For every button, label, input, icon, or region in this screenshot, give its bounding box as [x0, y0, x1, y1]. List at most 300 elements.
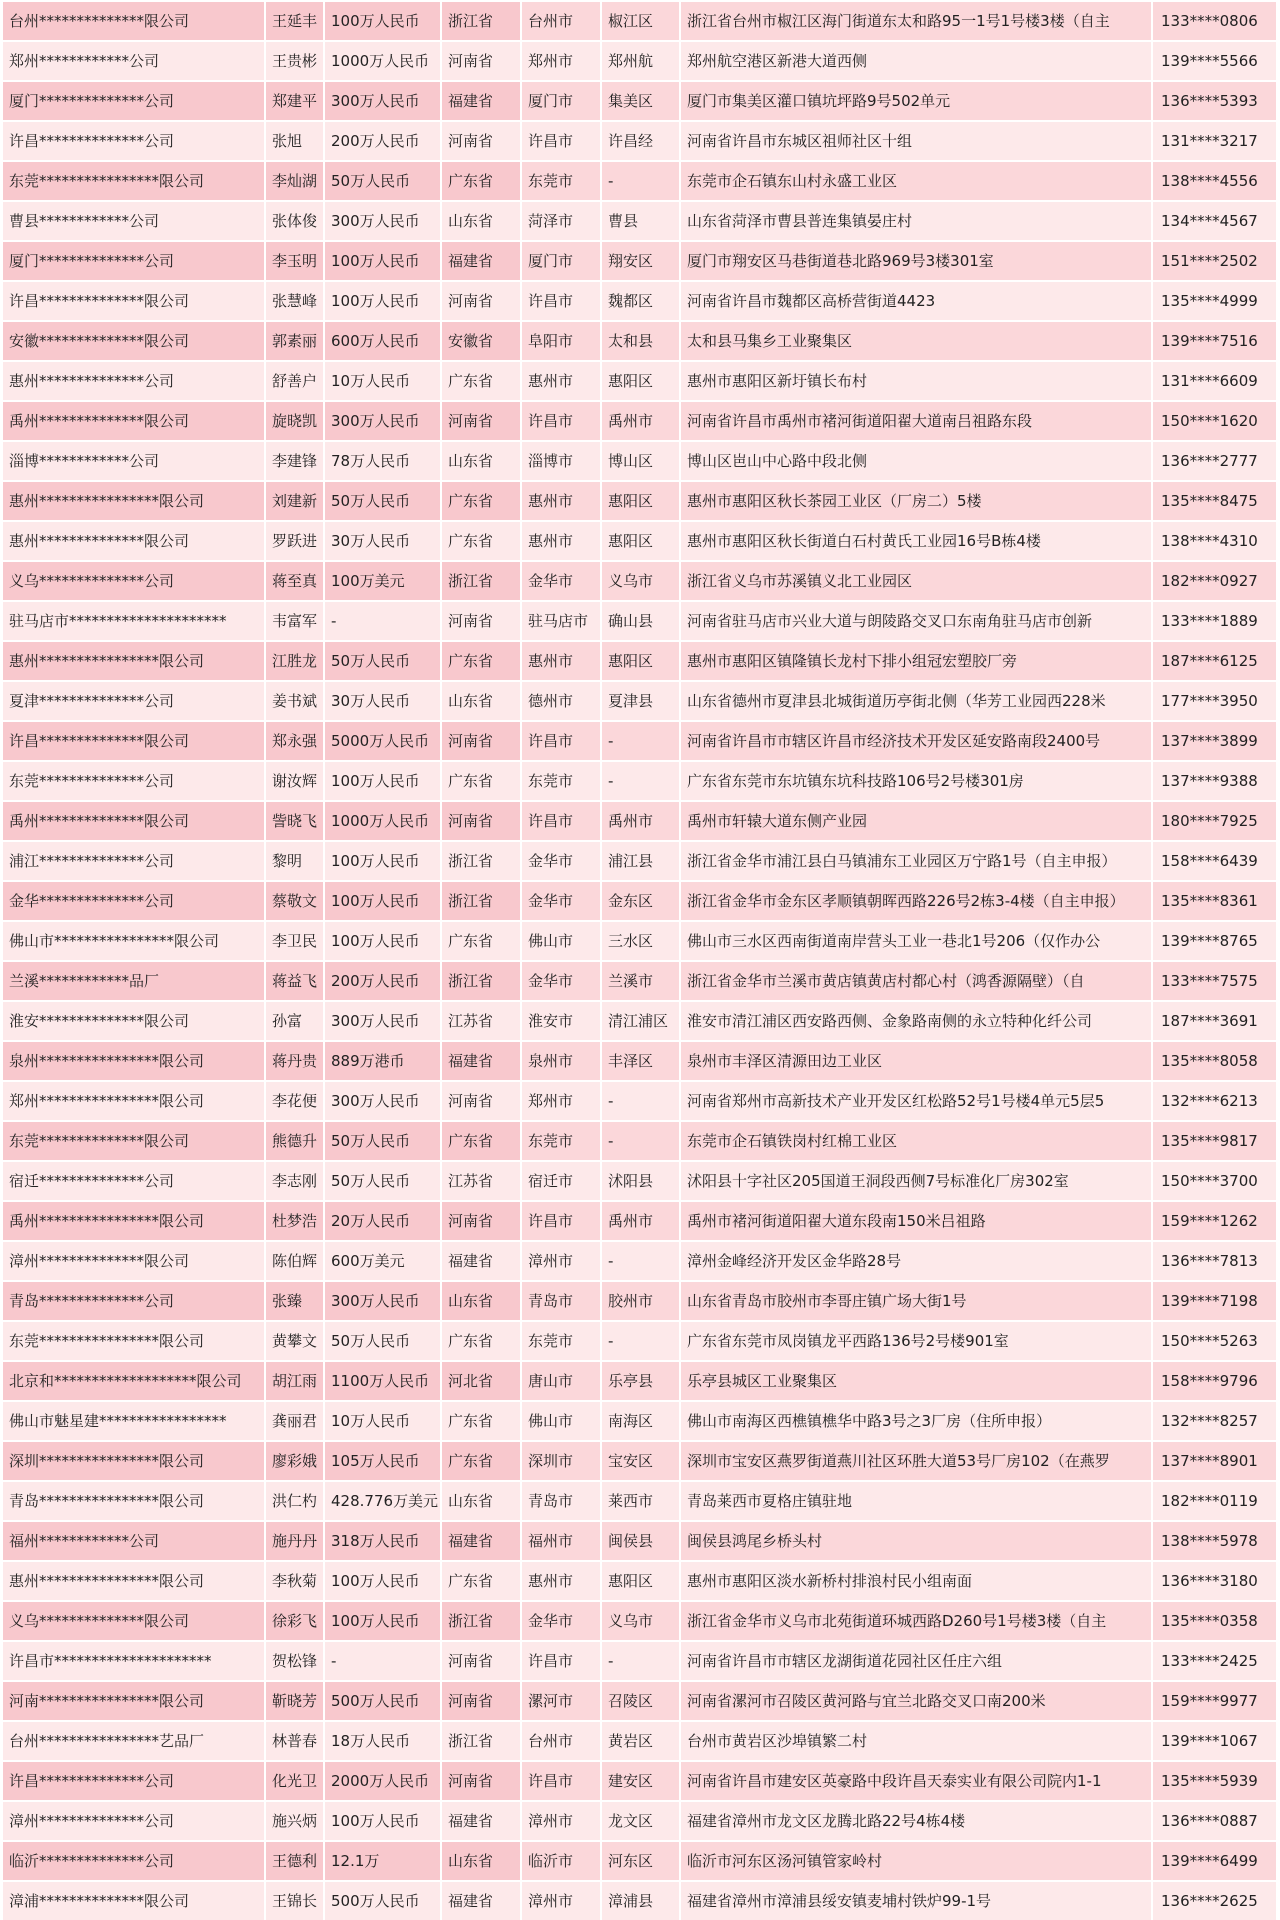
province-cell: 山东省: [442, 1282, 522, 1322]
company-name-cell: 许昌市*********************: [3, 1642, 266, 1682]
city-cell: 金华市: [522, 882, 602, 922]
table-row: [3, 1362, 1278, 1402]
legal-representative-cell: 旋晓凯: [266, 402, 325, 442]
address-cell: 东莞市企石镇东山村永盛工业区: [681, 162, 1153, 202]
company-name-cell: 禹州**************限公司: [3, 802, 266, 842]
company-name-cell: 金华**************公司: [3, 882, 266, 922]
registered-capital-cell: 300万人民币: [325, 202, 442, 242]
legal-representative-cell: 张慧峰: [266, 282, 325, 322]
legal-representative-cell: 李卫民: [266, 922, 325, 962]
address-cell: 浙江省义乌市苏溪镇义北工业园区: [681, 562, 1153, 602]
table-row: [3, 402, 1278, 442]
registered-capital-cell: 100万美元: [325, 562, 442, 602]
table-row: [3, 482, 1278, 522]
city-cell: 深圳市: [522, 1442, 602, 1482]
registered-capital-cell: 428.776万美元: [325, 1482, 442, 1522]
province-cell: 广东省: [442, 1122, 522, 1162]
phone-cell: 137****3899: [1153, 722, 1278, 762]
phone-cell: 134****4567: [1153, 202, 1278, 242]
registered-capital-cell: 100万人民币: [325, 842, 442, 882]
city-cell: 菏泽市: [522, 202, 602, 242]
registered-capital-cell: 100万人民币: [325, 1562, 442, 1602]
province-cell: 浙江省: [442, 2, 522, 42]
district-cell: 浦江县: [602, 842, 681, 882]
address-cell: 河南省许昌市东城区祖师社区十组: [681, 122, 1153, 162]
address-cell: 佛山市三水区西南街道南岸营头工业一巷北1号206（仅作办公: [681, 922, 1153, 962]
district-cell: 兰溪市: [602, 962, 681, 1002]
district-cell: 确山县: [602, 602, 681, 642]
city-cell: 许昌市: [522, 122, 602, 162]
legal-representative-cell: 黄攀文: [266, 1322, 325, 1362]
phone-cell: 133****7575: [1153, 962, 1278, 1002]
province-cell: 广东省: [442, 482, 522, 522]
phone-cell: 177****3950: [1153, 682, 1278, 722]
phone-cell: 133****1889: [1153, 602, 1278, 642]
province-cell: 浙江省: [442, 882, 522, 922]
province-cell: 山东省: [442, 1842, 522, 1882]
legal-representative-cell: 江胜龙: [266, 642, 325, 682]
company-name-cell: 东莞**************公司: [3, 762, 266, 802]
registered-capital-cell: 30万人民币: [325, 522, 442, 562]
registered-capital-cell: 300万人民币: [325, 82, 442, 122]
district-cell: 南海区: [602, 1402, 681, 1442]
company-name-cell: 惠州****************限公司: [3, 482, 266, 522]
table-row: [3, 1642, 1278, 1682]
district-cell: 乐亭县: [602, 1362, 681, 1402]
phone-cell: 139****1067: [1153, 1722, 1278, 1762]
city-cell: 许昌市: [522, 1202, 602, 1242]
table-row: [3, 1242, 1278, 1282]
company-name-cell: 淄博************公司: [3, 442, 266, 482]
registered-capital-cell: 50万人民币: [325, 1162, 442, 1202]
address-cell: 山东省德州市夏津县北城街道历亭街北侧（华芳工业园西228米: [681, 682, 1153, 722]
table-row: [3, 1602, 1278, 1642]
company-name-cell: 台州**************限公司: [3, 2, 266, 42]
district-cell: -: [602, 1642, 681, 1682]
address-cell: 广东省东莞市凤岗镇龙平西路136号2号楼901室: [681, 1322, 1153, 1362]
address-cell: 广东省东莞市东坑镇东坑科技路106号2号楼301房: [681, 762, 1153, 802]
company-name-cell: 禹州**************限公司: [3, 402, 266, 442]
legal-representative-cell: 王贵彬: [266, 42, 325, 82]
phone-cell: 158****9796: [1153, 1362, 1278, 1402]
table-row: [3, 322, 1278, 362]
address-cell: 佛山市南海区西樵镇樵华中路3号之3厂房（住所申报）: [681, 1402, 1153, 1442]
legal-representative-cell: 李玉明: [266, 242, 325, 282]
address-cell: 厦门市集美区灌口镇坑坪路9号502单元: [681, 82, 1153, 122]
legal-representative-cell: 姜书斌: [266, 682, 325, 722]
district-cell: 惠阳区: [602, 522, 681, 562]
legal-representative-cell: 杜梦浩: [266, 1202, 325, 1242]
district-cell: 黄岩区: [602, 1722, 681, 1762]
city-cell: 阜阳市: [522, 322, 602, 362]
phone-cell: 159****1262: [1153, 1202, 1278, 1242]
address-cell: 淮安市清江浦区西安路西侧、金象路南侧的永立特种化纤公司: [681, 1002, 1153, 1042]
table-row: [3, 1522, 1278, 1562]
address-cell: 惠州市惠阳区镇隆镇长龙村下排小组冠宏塑胶厂旁: [681, 642, 1153, 682]
phone-cell: 135****5939: [1153, 1762, 1278, 1802]
province-cell: 山东省: [442, 1482, 522, 1522]
address-cell: 河南省漯河市召陵区黄河路与宜兰北路交叉口南200米: [681, 1682, 1153, 1722]
registered-capital-cell: 300万人民币: [325, 1002, 442, 1042]
phone-cell: 139****6499: [1153, 1842, 1278, 1882]
registered-capital-cell: 5000万人民币: [325, 722, 442, 762]
table-row: [3, 1482, 1278, 1522]
company-name-cell: 东莞****************限公司: [3, 162, 266, 202]
registered-capital-cell: 30万人民币: [325, 682, 442, 722]
registered-capital-cell: 50万人民币: [325, 162, 442, 202]
district-cell: -: [602, 1122, 681, 1162]
registered-capital-cell: 600万人民币: [325, 322, 442, 362]
registered-capital-cell: 1100万人民币: [325, 1362, 442, 1402]
legal-representative-cell: 李秋菊: [266, 1562, 325, 1602]
address-cell: 河南省许昌市市辖区龙湖街道花园社区任庄六组: [681, 1642, 1153, 1682]
company-name-cell: 宿迁**************公司: [3, 1162, 266, 1202]
province-cell: 浙江省: [442, 1722, 522, 1762]
registered-capital-cell: 20万人民币: [325, 1202, 442, 1242]
table-row: [3, 1322, 1278, 1362]
address-cell: 惠州市惠阳区秋长茶园工业区（厂房二）5楼: [681, 482, 1153, 522]
phone-cell: 138****4556: [1153, 162, 1278, 202]
table-row: [3, 682, 1278, 722]
city-cell: 许昌市: [522, 282, 602, 322]
phone-cell: 136****3180: [1153, 1562, 1278, 1602]
registered-capital-cell: 50万人民币: [325, 1322, 442, 1362]
company-name-cell: 义乌**************公司: [3, 562, 266, 602]
city-cell: 金华市: [522, 962, 602, 1002]
company-name-cell: 驻马店市*********************: [3, 602, 266, 642]
district-cell: -: [602, 762, 681, 802]
table-row: [3, 922, 1278, 962]
registered-capital-cell: 2000万人民币: [325, 1762, 442, 1802]
company-name-cell: 北京和*******************限公司: [3, 1362, 266, 1402]
legal-representative-cell: 郑永强: [266, 722, 325, 762]
district-cell: 河东区: [602, 1842, 681, 1882]
phone-cell: 136****7813: [1153, 1242, 1278, 1282]
district-cell: 魏都区: [602, 282, 681, 322]
company-name-cell: 厦门**************公司: [3, 82, 266, 122]
registered-capital-cell: 300万人民币: [325, 402, 442, 442]
province-cell: 山东省: [442, 682, 522, 722]
city-cell: 佛山市: [522, 1402, 602, 1442]
address-cell: 河南省郑州市高新技术产业开发区红松路52号1号楼4单元5层5: [681, 1082, 1153, 1122]
district-cell: 集美区: [602, 82, 681, 122]
district-cell: 莱西市: [602, 1482, 681, 1522]
district-cell: 惠阳区: [602, 362, 681, 402]
company-name-cell: 河南****************限公司: [3, 1682, 266, 1722]
company-name-cell: 台州****************艺品厂: [3, 1722, 266, 1762]
province-cell: 广东省: [442, 1562, 522, 1602]
table-row: [3, 1722, 1278, 1762]
table-row: [3, 282, 1278, 322]
district-cell: 建安区: [602, 1762, 681, 1802]
address-cell: 河南省许昌市魏都区高桥营街道4423: [681, 282, 1153, 322]
district-cell: -: [602, 1082, 681, 1122]
legal-representative-cell: 李灿湖: [266, 162, 325, 202]
province-cell: 河北省: [442, 1362, 522, 1402]
city-cell: 漳州市: [522, 1242, 602, 1282]
legal-representative-cell: 王德利: [266, 1842, 325, 1882]
legal-representative-cell: 贺松锋: [266, 1642, 325, 1682]
phone-cell: 138****5978: [1153, 1522, 1278, 1562]
city-cell: 郑州市: [522, 42, 602, 82]
table-row: [3, 1682, 1278, 1722]
company-name-cell: 青岛****************限公司: [3, 1482, 266, 1522]
district-cell: 椒江区: [602, 2, 681, 42]
registered-capital-cell: 10万人民币: [325, 362, 442, 402]
registered-capital-cell: 10万人民币: [325, 1402, 442, 1442]
legal-representative-cell: 谢汝辉: [266, 762, 325, 802]
legal-representative-cell: 洪仁杓: [266, 1482, 325, 1522]
city-cell: 金华市: [522, 842, 602, 882]
legal-representative-cell: 蔡敬文: [266, 882, 325, 922]
address-cell: 乐亭县城区工业聚集区: [681, 1362, 1153, 1402]
company-name-cell: 兰溪************品厂: [3, 962, 266, 1002]
address-cell: 沭阳县十字社区205国道王洞段西侧7号标准化厂房302室: [681, 1162, 1153, 1202]
city-cell: 漳州市: [522, 1882, 602, 1920]
phone-cell: 180****7925: [1153, 802, 1278, 842]
table-row: [3, 1882, 1278, 1920]
table-row: [3, 602, 1278, 642]
phone-cell: 187****6125: [1153, 642, 1278, 682]
registered-capital-cell: 50万人民币: [325, 482, 442, 522]
address-cell: 临沂市河东区汤河镇管家岭村: [681, 1842, 1153, 1882]
district-cell: -: [602, 1322, 681, 1362]
table-row: [3, 802, 1278, 842]
province-cell: 河南省: [442, 1082, 522, 1122]
legal-representative-cell: 蒋丹贵: [266, 1042, 325, 1082]
city-cell: 许昌市: [522, 802, 602, 842]
province-cell: 河南省: [442, 722, 522, 762]
company-name-cell: 漳州**************限公司: [3, 1242, 266, 1282]
district-cell: 禹州市: [602, 802, 681, 842]
table-row: [3, 1122, 1278, 1162]
district-cell: 博山区: [602, 442, 681, 482]
legal-representative-cell: 张体俊: [266, 202, 325, 242]
legal-representative-cell: 郑建平: [266, 82, 325, 122]
registered-capital-cell: 318万人民币: [325, 1522, 442, 1562]
phone-cell: 182****0119: [1153, 1482, 1278, 1522]
company-name-cell: 安徽**************限公司: [3, 322, 266, 362]
address-cell: 郑州航空港区新港大道西侧: [681, 42, 1153, 82]
company-name-cell: 厦门**************公司: [3, 242, 266, 282]
company-name-cell: 惠州****************限公司: [3, 642, 266, 682]
city-cell: 福州市: [522, 1522, 602, 1562]
company-name-cell: 佛山市****************限公司: [3, 922, 266, 962]
district-cell: 曹县: [602, 202, 681, 242]
address-cell: 台州市黄岩区沙埠镇繁二村: [681, 1722, 1153, 1762]
city-cell: 惠州市: [522, 642, 602, 682]
phone-cell: 138****4310: [1153, 522, 1278, 562]
city-cell: 惠州市: [522, 362, 602, 402]
legal-representative-cell: 孙富: [266, 1002, 325, 1042]
city-cell: 惠州市: [522, 482, 602, 522]
company-name-cell: 漳浦**************限公司: [3, 1882, 266, 1920]
address-cell: 山东省菏泽市曹县普连集镇晏庄村: [681, 202, 1153, 242]
legal-representative-cell: 施兴炳: [266, 1802, 325, 1842]
city-cell: 郑州市: [522, 1082, 602, 1122]
province-cell: 山东省: [442, 202, 522, 242]
district-cell: -: [602, 1242, 681, 1282]
table-row: [3, 722, 1278, 762]
phone-cell: 136****2625: [1153, 1882, 1278, 1920]
legal-representative-cell: 胡江雨: [266, 1362, 325, 1402]
company-name-cell: 青岛**************公司: [3, 1282, 266, 1322]
phone-cell: 135****4999: [1153, 282, 1278, 322]
district-cell: 夏津县: [602, 682, 681, 722]
province-cell: 福建省: [442, 1242, 522, 1282]
address-cell: 闽侯县鸿尾乡桥头村: [681, 1522, 1153, 1562]
province-cell: 江苏省: [442, 1162, 522, 1202]
registered-capital-cell: 100万人民币: [325, 242, 442, 282]
phone-cell: 139****7516: [1153, 322, 1278, 362]
city-cell: 漯河市: [522, 1682, 602, 1722]
phone-cell: 187****3691: [1153, 1002, 1278, 1042]
province-cell: 福建省: [442, 1522, 522, 1562]
address-cell: 浙江省金华市兰溪市黄店镇黄店村都心村（鸿香源隔壁）（自: [681, 962, 1153, 1002]
registered-capital-cell: 100万人民币: [325, 1802, 442, 1842]
table-body: [3, 2, 1278, 1920]
province-cell: 河南省: [442, 602, 522, 642]
registered-capital-cell: -: [325, 1642, 442, 1682]
registered-capital-cell: 100万人民币: [325, 762, 442, 802]
legal-representative-cell: 王锦长: [266, 1882, 325, 1920]
province-cell: 山东省: [442, 442, 522, 482]
city-cell: 泉州市: [522, 1042, 602, 1082]
province-cell: 广东省: [442, 762, 522, 802]
province-cell: 河南省: [442, 122, 522, 162]
address-cell: 青岛莱西市夏格庄镇驻地: [681, 1482, 1153, 1522]
district-cell: 惠阳区: [602, 482, 681, 522]
province-cell: 浙江省: [442, 842, 522, 882]
table-row: [3, 882, 1278, 922]
registered-capital-cell: 100万人民币: [325, 882, 442, 922]
table-row: [3, 762, 1278, 802]
district-cell: 禹州市: [602, 1202, 681, 1242]
address-cell: 惠州市惠阳区淡水新桥村排浪村民小组南面: [681, 1562, 1153, 1602]
registered-capital-cell: 100万人民币: [325, 922, 442, 962]
company-name-cell: 东莞**************限公司: [3, 1122, 266, 1162]
address-cell: 福建省漳州市龙文区龙腾北路22号4栋4楼: [681, 1802, 1153, 1842]
table-row: [3, 2, 1278, 42]
phone-cell: 132****6213: [1153, 1082, 1278, 1122]
district-cell: 三水区: [602, 922, 681, 962]
district-cell: 惠阳区: [602, 1562, 681, 1602]
province-cell: 河南省: [442, 1642, 522, 1682]
province-cell: 广东省: [442, 522, 522, 562]
table-row: [3, 1562, 1278, 1602]
table-row: [3, 442, 1278, 482]
phone-cell: 135****8361: [1153, 882, 1278, 922]
city-cell: 台州市: [522, 1722, 602, 1762]
district-cell: 许昌经: [602, 122, 681, 162]
province-cell: 浙江省: [442, 1602, 522, 1642]
table-row: [3, 642, 1278, 682]
legal-representative-cell: 黎明: [266, 842, 325, 882]
company-name-cell: 惠州****************限公司: [3, 1562, 266, 1602]
city-cell: 惠州市: [522, 522, 602, 562]
registered-capital-cell: 200万人民币: [325, 122, 442, 162]
company-name-cell: 淮安**************限公司: [3, 1002, 266, 1042]
table-row: [3, 82, 1278, 122]
table-row: [3, 1202, 1278, 1242]
legal-representative-cell: 施丹丹: [266, 1522, 325, 1562]
company-name-cell: 浦江**************公司: [3, 842, 266, 882]
company-name-cell: 惠州**************限公司: [3, 522, 266, 562]
legal-representative-cell: 李花便: [266, 1082, 325, 1122]
province-cell: 福建省: [442, 242, 522, 282]
province-cell: 浙江省: [442, 962, 522, 1002]
province-cell: 河南省: [442, 402, 522, 442]
table-row: [3, 962, 1278, 1002]
province-cell: 广东省: [442, 922, 522, 962]
table-row: [3, 842, 1278, 882]
district-cell: 翔安区: [602, 242, 681, 282]
province-cell: 河南省: [442, 1682, 522, 1722]
city-cell: 厦门市: [522, 82, 602, 122]
company-name-cell: 福州************公司: [3, 1522, 266, 1562]
phone-cell: 151****2502: [1153, 242, 1278, 282]
address-cell: 福建省漳州市漳浦县绥安镇麦埔村铁炉99-1号: [681, 1882, 1153, 1920]
table-row: [3, 522, 1278, 562]
phone-cell: 159****9977: [1153, 1682, 1278, 1722]
city-cell: 东莞市: [522, 1322, 602, 1362]
table-row: [3, 122, 1278, 162]
address-cell: 太和县马集乡工业聚集区: [681, 322, 1153, 362]
address-cell: 河南省驻马店市兴业大道与朗陵路交叉口东南角驻马店市创新: [681, 602, 1153, 642]
address-cell: 禹州市轩辕大道东侧产业园: [681, 802, 1153, 842]
legal-representative-cell: 刘建新: [266, 482, 325, 522]
city-cell: 临沂市: [522, 1842, 602, 1882]
province-cell: 安徽省: [442, 322, 522, 362]
registered-capital-cell: 300万人民币: [325, 1082, 442, 1122]
phone-cell: 139****5566: [1153, 42, 1278, 82]
city-cell: 德州市: [522, 682, 602, 722]
table-row: [3, 1042, 1278, 1082]
registered-capital-cell: 50万人民币: [325, 1122, 442, 1162]
registered-capital-cell: 300万人民币: [325, 1282, 442, 1322]
city-cell: 青岛市: [522, 1282, 602, 1322]
city-cell: 东莞市: [522, 162, 602, 202]
legal-representative-cell: 龚丽君: [266, 1402, 325, 1442]
company-name-cell: 郑州************公司: [3, 42, 266, 82]
registered-capital-cell: 500万人民币: [325, 1882, 442, 1920]
district-cell: -: [602, 162, 681, 202]
address-cell: 东莞市企石镇铁岗村红棉工业区: [681, 1122, 1153, 1162]
legal-representative-cell: 徐彩飞: [266, 1602, 325, 1642]
province-cell: 河南省: [442, 1202, 522, 1242]
address-cell: 惠州市惠阳区秋长街道白石村黄氏工业园16号B栋4楼: [681, 522, 1153, 562]
province-cell: 广东省: [442, 1402, 522, 1442]
city-cell: 厦门市: [522, 242, 602, 282]
registered-capital-cell: 100万人民币: [325, 1602, 442, 1642]
district-cell: 龙文区: [602, 1802, 681, 1842]
address-cell: 浙江省金华市浦江县白马镇浦东工业园区万宁路1号（自主申报）: [681, 842, 1153, 882]
address-cell: 厦门市翔安区马巷街道巷北路969号3楼301室: [681, 242, 1153, 282]
legal-representative-cell: 化光卫: [266, 1762, 325, 1802]
company-name-cell: 许昌**************限公司: [3, 722, 266, 762]
legal-representative-cell: 訾晓飞: [266, 802, 325, 842]
registered-capital-cell: -: [325, 602, 442, 642]
address-cell: 深圳市宝安区燕罗街道燕川社区环胜大道53号厂房102（在燕罗: [681, 1442, 1153, 1482]
registered-capital-cell: 600万美元: [325, 1242, 442, 1282]
city-cell: 许昌市: [522, 722, 602, 762]
company-name-cell: 许昌**************公司: [3, 122, 266, 162]
city-cell: 东莞市: [522, 762, 602, 802]
district-cell: 漳浦县: [602, 1882, 681, 1920]
province-cell: 广东省: [442, 1442, 522, 1482]
phone-cell: 135****8058: [1153, 1042, 1278, 1082]
table-row: [3, 1402, 1278, 1442]
